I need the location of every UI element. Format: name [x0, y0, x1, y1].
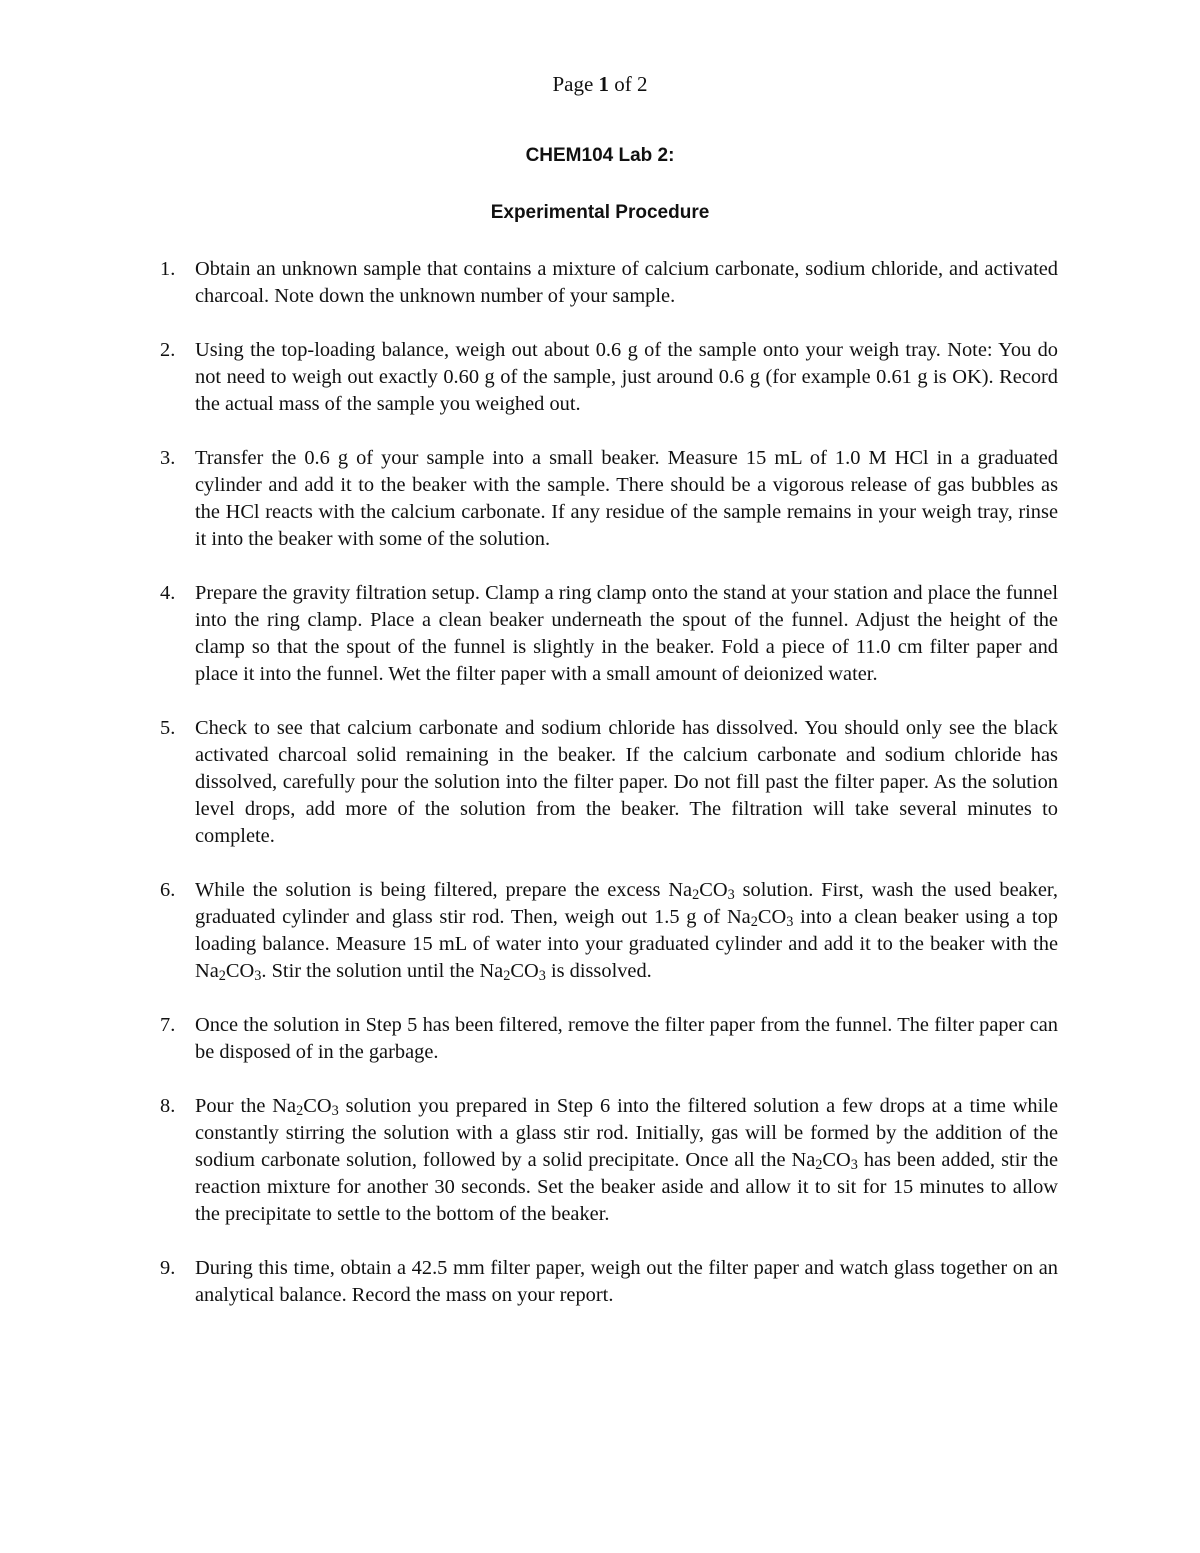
- section-title: Experimental Procedure: [490, 202, 710, 223]
- step-text: Transfer the 0.6 g of your sample into a small beaker. Measure 15 mL of 1.0 M HCl in a graduated cylinder and add it to the beaker with the sample. There should be a vigorous release of gas bubbles as the HCl reacts with the calcium carbonate. If any residue of the sample remains in your weigh tray, rinse it into the beaker with some of the solution.: [195, 447, 1058, 550]
- procedure-step-8: [160, 1093, 1058, 1228]
- subscript: 3: [850, 1156, 858, 1173]
- subscript: 2: [692, 886, 700, 903]
- subscript: 2: [503, 967, 511, 984]
- page-number-prefix: Page: [552, 72, 594, 96]
- subscript: 3: [254, 967, 262, 984]
- procedure-step-6: [160, 877, 1058, 985]
- step-number: 5.: [160, 717, 176, 739]
- procedure-step-9: [160, 1255, 1058, 1309]
- page-number-of: of: [614, 72, 632, 96]
- step-text-segment: CO: [225, 960, 255, 982]
- step-text: Check to see that calcium carbonate and sodium chloride has dissolved. You should only see the black activated charcoal solid remaining in the beaker. If the calcium carbonate and sodium chloride has dissolved, carefully pour the solution into the filter paper. Do not fill past the filter paper. As the solution level drops, add more of the solution from the beaker. The filtration will take several minutes to complete.: [195, 717, 1058, 847]
- page-number-total: 2: [637, 72, 648, 96]
- procedure-step-7: [160, 1012, 1058, 1066]
- subscript: 3: [331, 1102, 339, 1119]
- page-number-current: 1: [598, 72, 610, 96]
- step-number: 3.: [160, 447, 176, 469]
- step-text-segment: . Stir the solution until the Na: [261, 960, 504, 982]
- procedure-step-1: [160, 256, 1058, 310]
- step-text: Using the top-loading balance, weigh out about 0.6 g of the sample onto your weigh tray. Note: You do not need to weigh out exactly 0.60 g of the sample, just around 0.6 g (for example 0.61 g is OK). Record the actual mass of the sample you weighed out.: [195, 339, 1058, 415]
- step-number: 1.: [160, 258, 176, 280]
- procedure-step-5: [160, 715, 1058, 850]
- step-text: Prepare the gravity filtration setup. Clamp a ring clamp onto the stand at your station and place the funnel into the ring clamp. Place a clean beaker underneath the spout of the funnel. Adjust the height of the clamp so that the spout of the funnel is slightly in the beaker. Fold a piece of 11.0 cm filter paper and place it into the funnel. Wet the filter paper with a small amount of deionized water.: [195, 582, 1058, 685]
- step-text: Once the solution in Step 5 has been filtered, remove the filter paper from the funnel. The filter paper can be disposed of in the garbage.: [195, 1014, 1058, 1063]
- subscript: 3: [538, 967, 546, 984]
- subscript: 2: [815, 1156, 823, 1173]
- step-text-segment: CO: [822, 1149, 851, 1171]
- step-text-segment: is dissolved.: [545, 960, 652, 982]
- subscript: 3: [727, 886, 735, 903]
- step-number: 7.: [160, 1014, 176, 1036]
- step-text-segment: While the solution is being filtered, prepare the excess Na: [195, 879, 693, 901]
- step-text: [195, 877, 1058, 985]
- subscript: 3: [786, 913, 794, 930]
- step-text: [195, 1093, 1058, 1228]
- step-text-segment: CO: [303, 1095, 332, 1117]
- step-text: Obtain an unknown sample that contains a mixture of calcium carbonate, sodium chloride, and activated charcoal. Note down the unknown number of your sample.: [195, 258, 1058, 307]
- step-number: 8.: [160, 1095, 176, 1117]
- step-number: 4.: [160, 582, 176, 604]
- page-number: [0, 72, 1200, 97]
- procedure-steps: [160, 256, 1058, 1336]
- subscript: 2: [750, 913, 758, 930]
- course-title: CHEM104 Lab 2:: [525, 145, 675, 166]
- step-text-segment: solution you prepared in Step 6 into the filtered solution a few drops at a time while constantly stirring the solution with a glass stir rod. Initially, gas will be formed by the addition of the sodium carbonate solution, followed by a solid precipitate. Once all the Na: [195, 1095, 1058, 1171]
- procedure-step-2: [160, 337, 1058, 418]
- subscript: 2: [296, 1102, 304, 1119]
- procedure-step-3: [160, 445, 1058, 553]
- step-number: 6.: [160, 879, 176, 901]
- step-text-segment: has been added, stir the reaction mixture for another 30 seconds. Set the beaker aside and allow it to sit for 15 minutes to allow the precipitate to settle to the bottom of the beaker.: [195, 1149, 1059, 1225]
- step-number: 2.: [160, 339, 176, 361]
- step-text-segment: CO: [757, 906, 787, 928]
- procedure-step-4: [160, 580, 1058, 688]
- step-text-segment: CO: [699, 879, 728, 901]
- step-text: During this time, obtain a 42.5 mm filter paper, weigh out the filter paper and watch glass together on an analytical balance. Record the mass on your report.: [195, 1257, 1058, 1306]
- step-number: 9.: [160, 1257, 176, 1279]
- step-text-segment: CO: [510, 960, 539, 982]
- step-text-segment: solution. First, wash the used beaker, graduated cylinder and glass stir rod. Then, weigh out 1.5 g of Na: [195, 879, 1058, 928]
- step-text-segment: into a clean beaker using a top loading balance. Measure 15 mL of water into your graduated cylinder and add it to the beaker with the Na: [195, 906, 1058, 982]
- subscript: 2: [218, 967, 226, 984]
- step-text-segment: Pour the Na: [195, 1095, 297, 1117]
